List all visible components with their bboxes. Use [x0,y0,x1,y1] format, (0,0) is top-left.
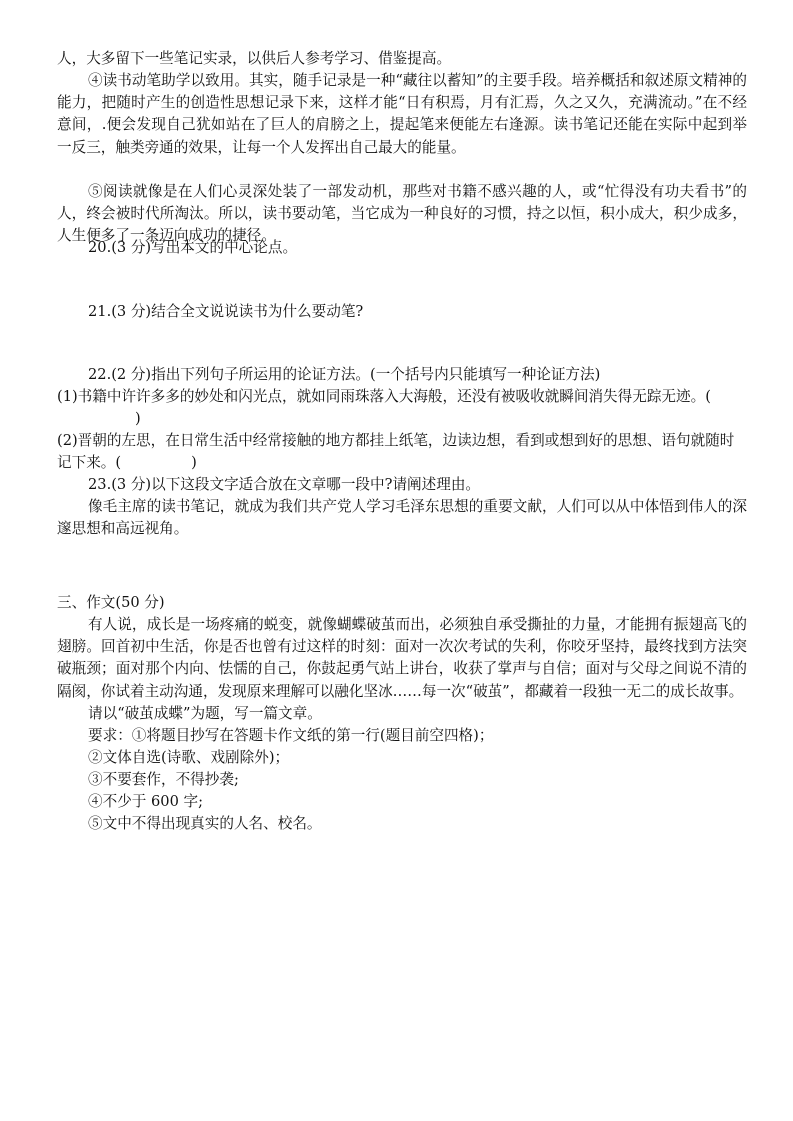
essay-title-instruction: 请以“破茧成蝶”为题，写一篇文章。 [88,705,322,722]
essay-requirement-5: ⑤文中不得出现真实的人名、校名。 [88,815,322,832]
question-22-item-1 [57,386,747,430]
essay-prompt: 有人说，成长是一场疼痛的蜕变，就像蝴蝶破茧而出，必须独自承受撕扯的力量，才能拥有振翅高飞的翅膀。回首初中生活，你是否也曾有过这样的时刻：面对一次次考试的失利，你咬牙坚持，最终找到方法突破瓶颈；面对那个内向、怯懦的自己，你鼓起勇气站上讲台，收获了掌声与自信；面对与父母之间说不清的隔阂，你试着主动沟通，发现原来理解可以融化坚冰……每一次“破茧”，都藏着一段独一无二的成长故事。 [57,616,747,700]
question-22-item-2 [57,430,747,474]
question-23-quote: 像毛主席的读书笔记，就成为我们共产党人学习毛泽东思想的重要文献，人们可以从中体悟到伟人的深邃思想和高远视角。 [57,498,747,538]
passage-paragraph-4: ④读书动笔助学以致用。其实，随手记录是一种“藏往以蓄知”的主要手段。培养概括和叙述原文精神的能力，把随时产生的创造性思想记录下来，这样才能“日有积焉，月有汇焉，久之又久，充满流动。”在不经意间，.便会发现自己犹如站在了巨人的肩膀之上，提起笔来便能左右逢源。读书笔记还能在实际中起到举一反三，触类旁通的效果，让每一个人发挥出自己最大的能量。 [57,72,747,156]
question-23: 23.(3 分)以下这段文字适合放在文章哪一段中?请阐述理由。 [88,476,481,493]
question-22-item-2-text: (2)晋朝的左思，在日常生活中经常接触的地方都挂上纸笔，边读边想，看到或想到好的思想、语句就随时记下来。( [57,432,735,472]
essay-requirement-3: ③不要套作，不得抄袭; [88,771,239,788]
question-22-item-2-close: ) [191,454,197,472]
passage-paragraph-continued: 人，大多留下一些笔记实录，以供后人参考学习、借鉴提高。 [57,50,452,67]
question-21: 21.(3 分)结合全文说说读书为什么要动笔? [88,303,364,320]
essay-requirement-2: ②文体自选(诗歌、戏剧除外)； [88,749,290,766]
question-22-item-1-text: (1)书籍中许许多多的妙处和闪光点，就如同雨珠落入大海般，还没有被吸收就瞬间消失得无踪无迹。( [57,388,711,405]
essay-requirement-1: 要求：①将题目抄写在答题卡作文纸的第一行(题目前空四格)； [88,727,494,744]
essay-requirement-4: ④不少于 600 字; [88,793,204,810]
question-20: 20.(3 分)写出本文的中心论点。 [88,239,298,256]
question-22-item-1-close: ) [135,410,141,428]
question-22: 22.(2 分)指出下列句子所运用的论证方法。(一个括号内只能填写一种论证方法) [88,366,601,383]
essay-heading: 三、作文(50 分) [57,594,165,611]
passage-paragraph-5: ⑤阅读就像是在人们心灵深处装了一部发动机，那些对书籍不感兴趣的人，或“忙得没有功夫看书”的人，终会被时代所淘汰。所以，读书要动笔，当它成为一种良好的习惯，持之以恒，积小成大，积少成多，人生便多了一条迈向成功的捷径。 [57,183,747,245]
